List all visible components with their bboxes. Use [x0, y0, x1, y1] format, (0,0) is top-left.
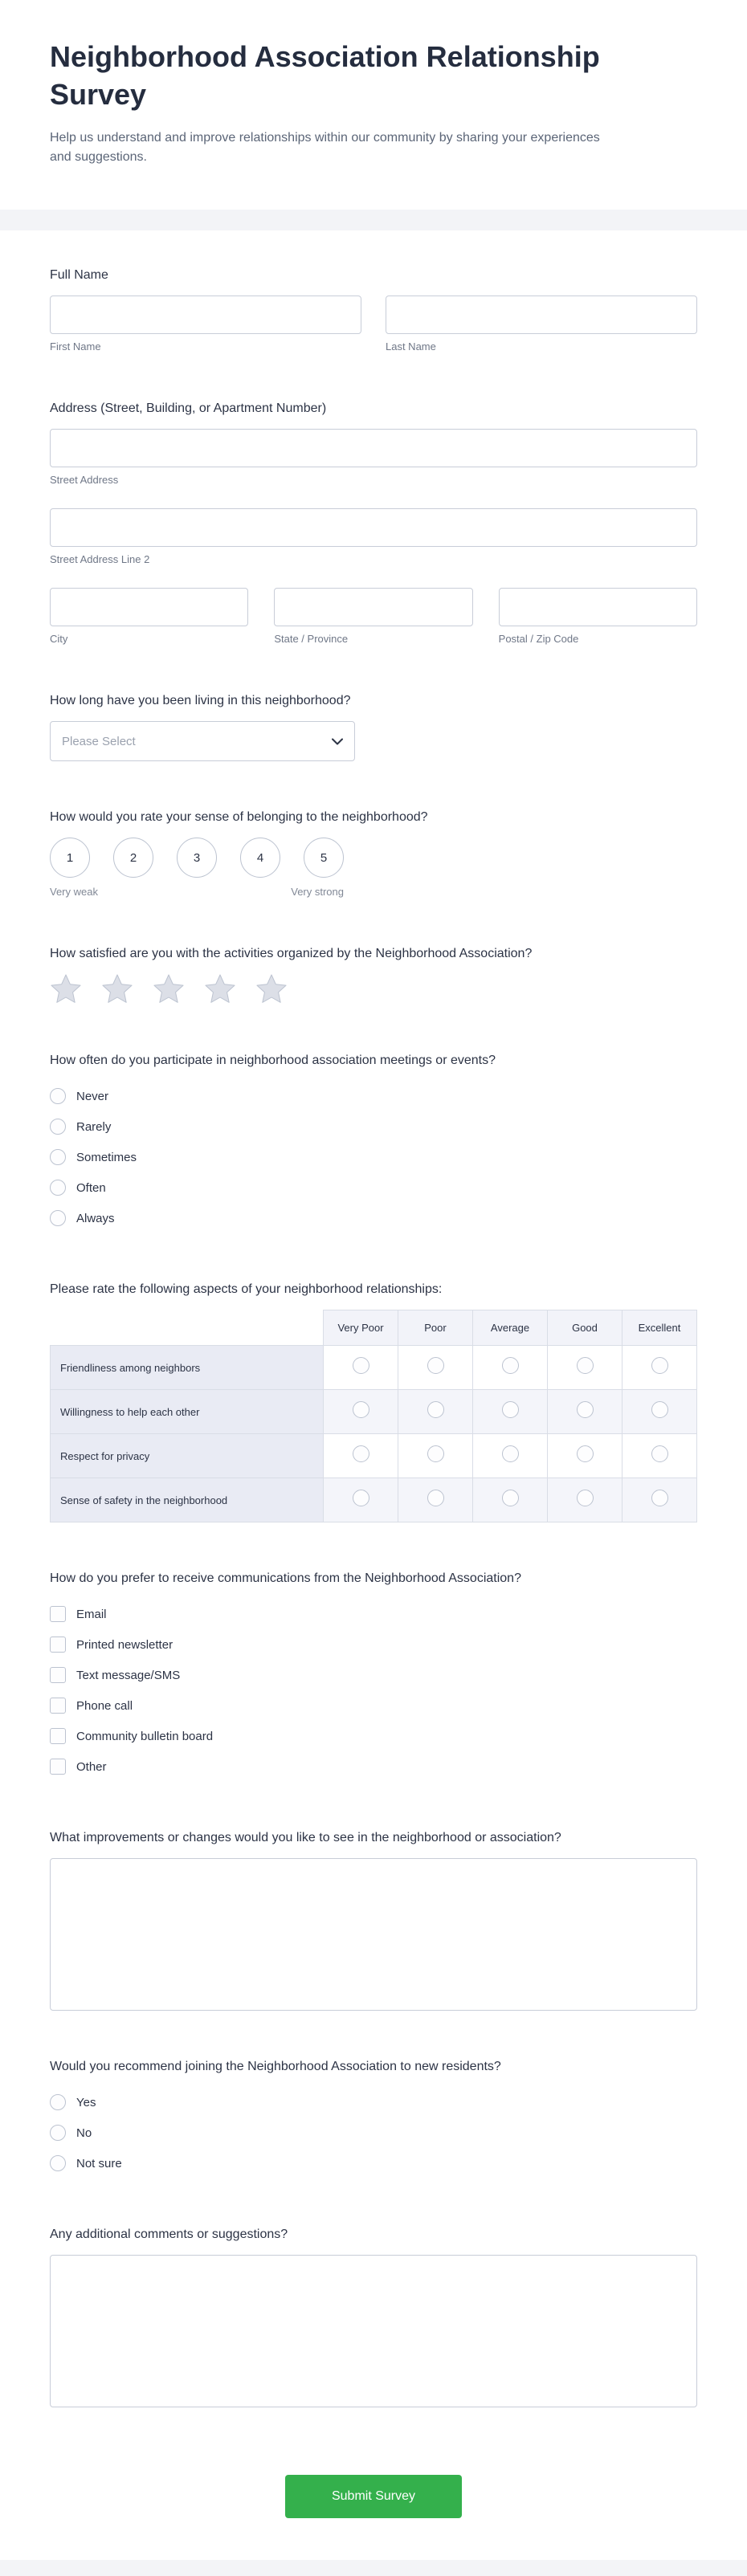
checkbox-icon[interactable] — [50, 1606, 66, 1622]
option-label: Phone call — [76, 1698, 133, 1713]
matrix-radio-icon[interactable] — [502, 1401, 519, 1418]
matrix-row-label: Willingness to help each other — [51, 1390, 324, 1434]
question-communications — [50, 1569, 697, 1782]
duration-label: How long have you been living in this neighborhood? — [50, 694, 351, 708]
scale-min-label: Very weak — [50, 886, 98, 899]
matrix-radio-icon[interactable] — [651, 1401, 668, 1418]
radio-option-yes[interactable] — [50, 2087, 697, 2117]
checkbox-icon[interactable] — [50, 1728, 66, 1744]
address-label: Address (Street, Building, or Apartment Number) — [50, 401, 327, 416]
question-full-name — [50, 266, 697, 353]
first-name-field — [50, 296, 361, 353]
matrix-col-header: Average — [473, 1310, 548, 1346]
communications-label: How do you prefer to receive communications from the Neighborhood Association? — [50, 1571, 521, 1586]
option-label: Rarely — [76, 1119, 112, 1134]
radio-option-rarely[interactable] — [50, 1111, 697, 1142]
question-comments — [50, 2225, 697, 2407]
radio-option-always[interactable] — [50, 1203, 697, 1233]
city-sublabel: City — [50, 633, 68, 646]
matrix-radio-icon[interactable] — [353, 1490, 369, 1506]
checkbox-option-phone-call[interactable] — [50, 1690, 697, 1721]
chevron-down-icon — [332, 738, 343, 745]
improvements-label: What improvements or changes would you like to see in the neighborhood or association? — [50, 1831, 561, 1845]
matrix-radio-icon[interactable] — [651, 1357, 668, 1374]
question-participation — [50, 1051, 697, 1233]
postal-field — [499, 588, 697, 645]
checkbox-icon[interactable] — [50, 1636, 66, 1653]
street-address-field — [50, 429, 697, 486]
belonging-scale-labels — [50, 886, 344, 898]
last-name-field — [386, 296, 697, 353]
state-input[interactable] — [274, 588, 472, 626]
state-field — [274, 588, 472, 645]
form-title: Neighborhood Association Relationship Survey — [50, 40, 600, 111]
checkbox-option-other[interactable] — [50, 1751, 697, 1782]
street-address-input[interactable] — [50, 429, 697, 467]
matrix-row-label: Friendliness among neighbors — [51, 1346, 324, 1390]
matrix-col-header: Excellent — [622, 1310, 697, 1346]
option-label: Printed newsletter — [76, 1637, 173, 1652]
checkbox-icon[interactable] — [50, 1759, 66, 1775]
matrix-col-header: Very Poor — [324, 1310, 398, 1346]
first-name-sublabel: First Name — [50, 340, 101, 353]
belonging-label: How would you rate your sense of belonging to the neighborhood? — [50, 810, 428, 825]
matrix-radio-icon[interactable] — [353, 1401, 369, 1418]
postal-sublabel: Postal / Zip Code — [498, 633, 579, 646]
star-icon[interactable] — [101, 974, 133, 1005]
satisfaction-label: How satisfied are you with the activities organized by the Neighborhood Association? — [50, 947, 533, 961]
star-icon[interactable] — [50, 974, 82, 1005]
checkbox-icon[interactable] — [50, 1667, 66, 1683]
matrix-radio-icon[interactable] — [353, 1357, 369, 1374]
checkbox-option-text-message[interactable] — [50, 1660, 697, 1690]
matrix-radio-icon[interactable] — [577, 1357, 594, 1374]
question-duration — [50, 691, 697, 761]
matrix-radio-icon[interactable] — [577, 1445, 594, 1462]
street-address2-input[interactable] — [50, 508, 697, 547]
street-address2-sublabel: Street Address Line 2 — [50, 553, 150, 566]
duration-select-value: Please Select — [62, 734, 136, 748]
comments-textarea[interactable] — [50, 2255, 697, 2407]
option-label: Never — [76, 1089, 109, 1103]
street-address-sublabel: Street Address — [50, 474, 119, 487]
radio-icon[interactable] — [50, 2094, 66, 2110]
question-belonging — [50, 808, 697, 898]
improvements-textarea[interactable] — [50, 1858, 697, 2011]
radio-icon[interactable] — [50, 2125, 66, 2141]
participation-label: How often do you participate in neighborhood association meetings or events? — [50, 1054, 496, 1068]
scale-option-2[interactable]: 2 — [113, 838, 153, 878]
question-matrix — [50, 1280, 697, 1522]
scale-option-1[interactable]: 1 — [50, 838, 90, 878]
radio-option-never[interactable] — [50, 1081, 697, 1111]
radio-icon[interactable] — [50, 2155, 66, 2171]
matrix-row — [51, 1390, 697, 1434]
city-field — [50, 588, 248, 645]
form-subtitle: Help us understand and improve relationships within our community by sharing your experiences and suggestions. — [50, 130, 600, 165]
state-sublabel: State / Province — [274, 633, 349, 646]
option-label: Always — [76, 1211, 115, 1225]
option-label: No — [76, 2126, 92, 2140]
duration-select[interactable] — [50, 721, 355, 761]
question-improvements — [50, 1828, 697, 2011]
radio-option-no[interactable] — [50, 2117, 697, 2148]
city-input[interactable] — [50, 588, 248, 626]
scale-option-3[interactable]: 3 — [177, 838, 217, 878]
checkbox-option-email[interactable] — [50, 1599, 697, 1629]
matrix-radio-icon[interactable] — [502, 1445, 519, 1462]
matrix-col-header: Good — [548, 1310, 622, 1346]
question-recommend — [50, 2057, 697, 2179]
matrix-radio-icon[interactable] — [577, 1401, 594, 1418]
option-label: Community bulletin board — [76, 1729, 214, 1743]
comments-label: Any additional comments or suggestions? — [50, 2228, 288, 2242]
matrix-row-label: Sense of safety in the neighborhood — [51, 1478, 324, 1522]
submit-button[interactable]: Submit Survey — [285, 2475, 462, 2518]
star-rating — [50, 974, 697, 1005]
radio-icon[interactable] — [50, 1210, 66, 1226]
radio-option-not-sure[interactable] — [50, 2148, 697, 2179]
radio-icon[interactable] — [50, 1149, 66, 1165]
matrix-label: Please rate the following aspects of your neighborhood relationships: — [50, 1282, 443, 1297]
matrix-radio-icon[interactable] — [427, 1357, 444, 1374]
submit-area — [50, 2475, 697, 2518]
option-label: Not sure — [76, 2156, 122, 2170]
street-address2-field — [50, 508, 697, 565]
radio-icon[interactable] — [50, 1180, 66, 1196]
matrix-radio-icon[interactable] — [427, 1445, 444, 1462]
postal-input[interactable] — [499, 588, 697, 626]
belonging-scale — [50, 838, 344, 878]
full-name-label: Full Name — [50, 268, 108, 283]
scale-option-4[interactable]: 4 — [240, 838, 280, 878]
matrix-corner-cell — [51, 1310, 324, 1346]
matrix-col-header: Poor — [398, 1310, 473, 1346]
form-body — [0, 230, 747, 2560]
matrix-radio-icon[interactable] — [651, 1445, 668, 1462]
matrix-radio-icon[interactable] — [427, 1401, 444, 1418]
option-label: Email — [76, 1607, 107, 1621]
rating-matrix — [50, 1310, 697, 1522]
scale-max-label: Very strong — [291, 886, 344, 899]
matrix-radio-icon[interactable] — [502, 1357, 519, 1374]
radio-icon[interactable] — [50, 1119, 66, 1135]
communications-options — [50, 1599, 697, 1782]
first-name-input[interactable] — [50, 296, 361, 334]
star-icon[interactable] — [204, 974, 236, 1005]
matrix-row — [51, 1346, 697, 1390]
option-label: Sometimes — [76, 1150, 137, 1164]
star-icon[interactable] — [153, 974, 185, 1005]
form-header — [0, 0, 747, 210]
matrix-radio-icon[interactable] — [427, 1490, 444, 1506]
option-label: Often — [76, 1180, 106, 1195]
matrix-radio-icon[interactable] — [651, 1490, 668, 1506]
question-satisfaction — [50, 944, 697, 1005]
matrix-radio-icon[interactable] — [353, 1445, 369, 1462]
last-name-sublabel: Last Name — [386, 340, 436, 353]
radio-icon[interactable] — [50, 1088, 66, 1104]
recommend-label: Would you recommend joining the Neighborhood Association to new residents? — [50, 2060, 501, 2074]
checkbox-icon[interactable] — [50, 1698, 66, 1714]
option-label: Yes — [76, 2095, 96, 2109]
star-icon[interactable] — [255, 974, 288, 1005]
matrix-row — [51, 1478, 697, 1522]
matrix-radio-icon[interactable] — [502, 1490, 519, 1506]
checkbox-option-bulletin-board[interactable] — [50, 1721, 697, 1751]
participation-options — [50, 1081, 697, 1233]
matrix-radio-icon[interactable] — [577, 1490, 594, 1506]
option-label: Text message/SMS — [76, 1668, 181, 1682]
scale-option-5[interactable]: 5 — [304, 838, 344, 878]
matrix-row-label: Respect for privacy — [51, 1434, 324, 1478]
matrix-row — [51, 1434, 697, 1478]
recommend-options — [50, 2087, 697, 2179]
option-label: Other — [76, 1759, 107, 1774]
checkbox-option-printed-newsletter[interactable] — [50, 1629, 697, 1660]
radio-option-sometimes[interactable] — [50, 1142, 697, 1172]
radio-option-often[interactable] — [50, 1172, 697, 1203]
last-name-input[interactable] — [386, 296, 697, 334]
question-address — [50, 399, 697, 645]
